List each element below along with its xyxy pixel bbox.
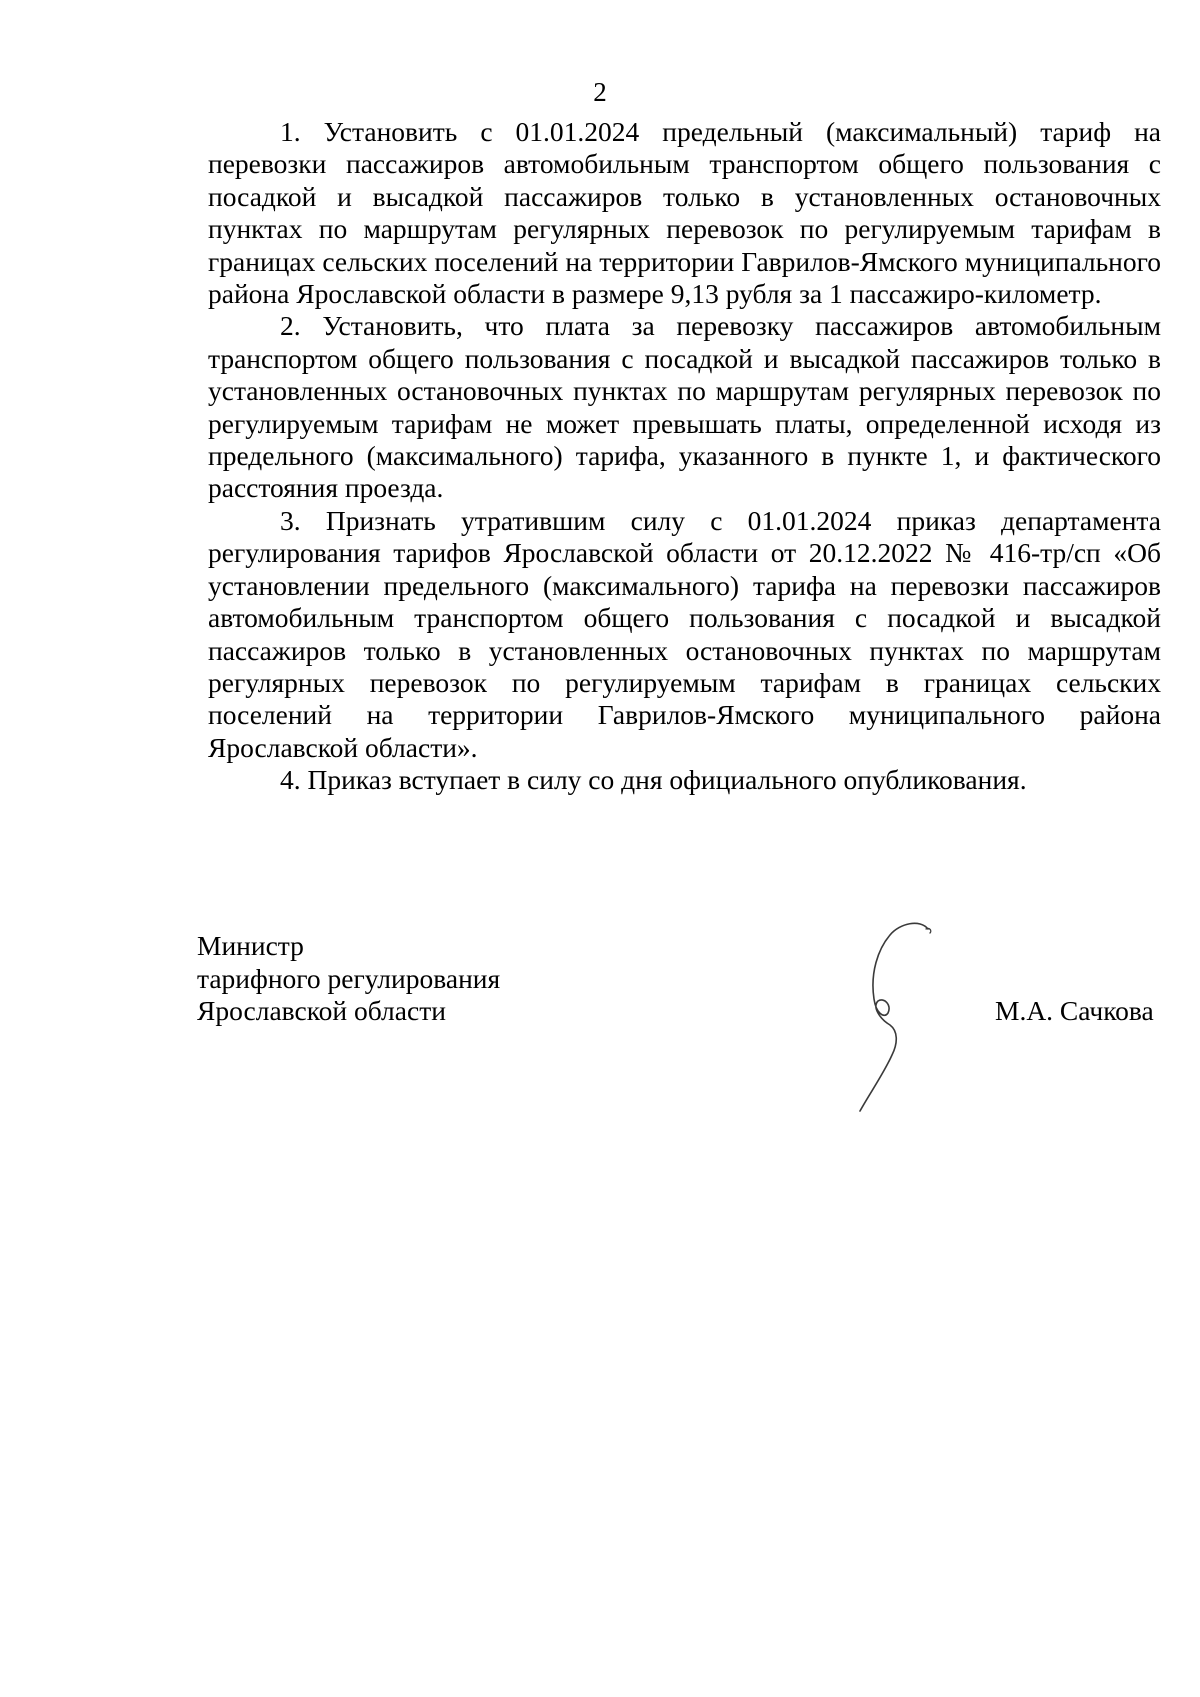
paragraph-4: 4. Приказ вступает в силу со дня официального опубликования. (280, 764, 1027, 796)
signer-name: М.А. Сачкова (995, 995, 1154, 1026)
signer-position-line-2: тарифного регулирования (197, 962, 501, 994)
paragraph-1: 1. Установить с 01.01.2024 предельный (максимальный) тариф на перевозки пассажиров автомобильным транспортом общего пользования с посадкой и высадкой пассажиров только в установленных остановочных пунктах по маршрутам регулярных перевозок по регулируемым тарифам в границах сельских поселений на территории Гаврилов-Ямского муниципального района Ярославской области в размере 9,13 рубля за 1 пассажиро-километр. (208, 116, 1161, 310)
document-body (208, 116, 1161, 797)
page-number: 2 (593, 77, 607, 107)
signer-position-line-3: Ярославской области (197, 995, 446, 1026)
paragraph-3: 3. Признать утратившим силу с 01.01.2024 приказ департамента регулирования тарифов Ярославской области от 20.12.2022 № 416-тр/сп «Об установлении предельного (максимального) тарифа на перевозки пассажиров автомобильным транспортом общего пользования с посадкой и высадкой пассажиров только в установленных остановочных пунктах по маршрутам регулярных перевозок по регулируемым тарифам в границах сельских поселений на территории Гаврилов-Ямского муниципального района Ярославской области». (208, 504, 1161, 763)
handwritten-signature (840, 915, 950, 1115)
paragraph-2: 2. Установить, что плата за перевозку пассажиров автомобильным транспортом общего пользования с посадкой и высадкой пассажиров только в установленных остановочных пунктах по маршрутам регулярных перевозок по регулируемым тарифам не может превышать платы, определенной исходя из предельного (максимального) тарифа, указанного в пункте 1, и фактического расстояния проезда. (208, 310, 1161, 504)
signature-block (197, 930, 500, 1028)
signer-position-line-1: Министр (197, 930, 304, 961)
